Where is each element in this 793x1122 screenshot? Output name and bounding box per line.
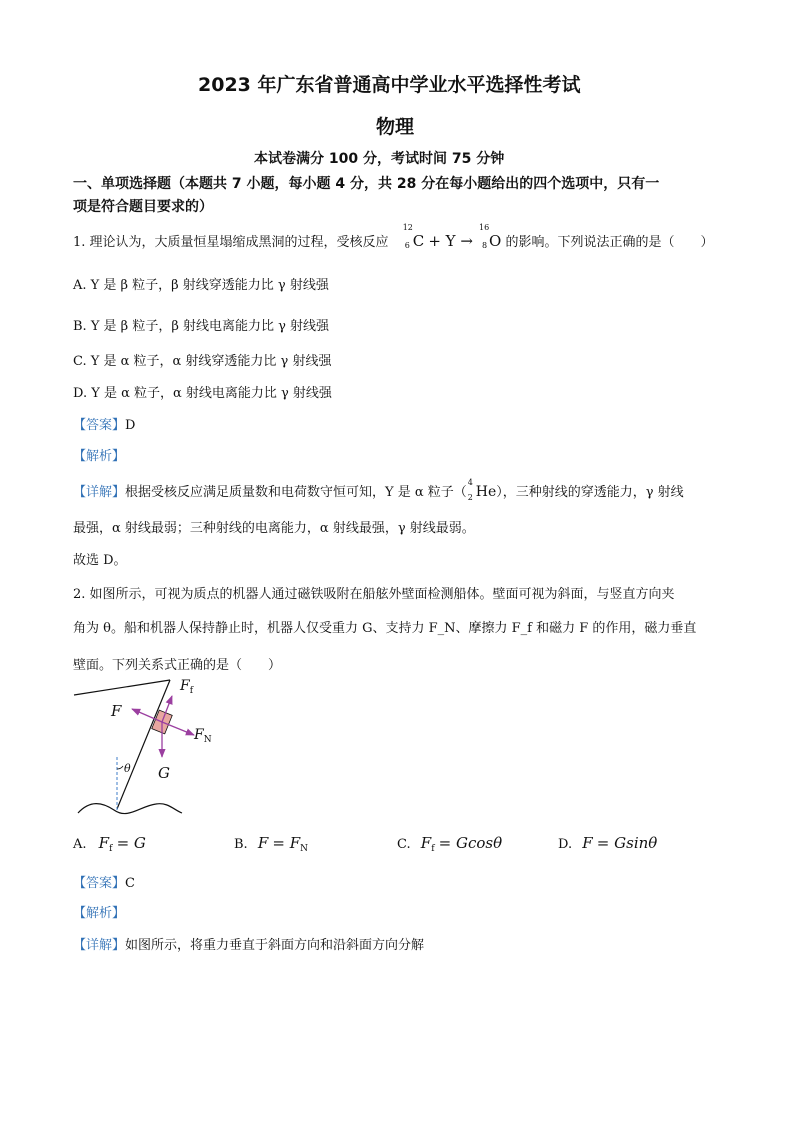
q1-analysis-tag: 【解析】 <box>73 449 126 464</box>
q1-stem-pre: 1. 理论认为，大质量恒星塌缩成黑洞的过程，受核反应 <box>73 235 389 250</box>
q2-option-d <box>558 834 657 852</box>
q1-option-a: A. Y 是 β 粒子，β 射线穿透能力比 γ 射线强 <box>73 278 329 293</box>
oxygen-nuclide <box>479 223 502 250</box>
detail-tag: 【详解】 <box>73 938 126 953</box>
carbon-mass: 12 <box>402 223 413 232</box>
q2-stem-line3: 壁面。下列关系式正确的是（ ） <box>73 658 282 673</box>
option-lhs: F <box>420 834 432 852</box>
q1-answer <box>73 414 135 433</box>
option-letter: A. <box>73 837 87 852</box>
answer-value: D <box>125 418 136 433</box>
q1-conclusion: 故选 D。 <box>73 553 127 568</box>
section-heading: 一、单项选择题（本题共 7 小题，每小题 4 分，共 28 分在每小题给出的四个选项中，只有一 <box>73 176 660 192</box>
section-heading-cont: 项是符合题目要求的） <box>73 199 213 215</box>
label-normal-sub: N <box>203 735 212 745</box>
label-normal <box>194 727 212 745</box>
theta-arc <box>117 766 123 769</box>
q2-stem-line2: 角为 θ。船和机器人保持静止时，机器人仅受重力 G、支持力 F_N、摩擦力 F_f 和磁力 F 的作用，磁力垂直 <box>73 621 697 636</box>
q2-option-c <box>397 834 502 854</box>
q2-option-a <box>73 834 146 854</box>
helium-symbol: He <box>475 484 497 500</box>
detail-text-b: ），三种射线的穿透能力，γ 射线 <box>496 485 684 500</box>
detail-text-a: 根据受核反应满足质量数和电荷数守恒可知，Y 是 α 粒子（ <box>125 485 467 500</box>
q1-detail-line2: 最强，α 射线最弱；三种射线的电离能力，α 射线最强，γ 射线最弱。 <box>73 521 475 536</box>
q1-option-d: D. Y 是 α 粒子，α 射线电离能力比 γ 射线强 <box>73 386 332 401</box>
option-rhs: = G <box>116 834 146 852</box>
carbon-nuclide <box>402 223 425 250</box>
water-surface <box>78 804 182 814</box>
option-letter: C. <box>397 837 411 852</box>
answer-tag: 【答案】 <box>73 418 126 433</box>
q1-option-c: C. Y 是 α 粒子，α 射线穿透能力比 γ 射线强 <box>73 354 332 369</box>
force-diagram <box>70 672 220 822</box>
subject-title: 物理 <box>376 116 415 138</box>
exam-info: 本试卷满分 100 分，考试时间 75 分钟 <box>254 151 505 167</box>
option-rhs-sub: N <box>300 844 309 854</box>
reaction-plus-y: + Y → <box>428 232 473 250</box>
option-rhs: = Gcosθ <box>438 834 503 852</box>
option-lhs: F <box>257 834 269 852</box>
page-title: 2023 年广东省普通高中学业水平选择性考试 <box>198 74 581 96</box>
oxygen-mass: 16 <box>479 223 490 232</box>
q1-stem-post: 的影响。下列说法正确的是（ ） <box>505 235 714 250</box>
detail-text: 如图所示，将重力垂直于斜面方向和沿斜面方向分解 <box>125 938 425 953</box>
carbon-symbol: C <box>412 232 425 250</box>
answer-tag: 【答案】 <box>73 876 126 891</box>
q1-detail-line1 <box>73 478 684 502</box>
hull-top-line <box>74 680 170 695</box>
q2-analysis-tag: 【解析】 <box>73 906 126 921</box>
option-letter: D. <box>558 837 573 852</box>
helium-nuclide <box>467 478 497 502</box>
option-rhs: = F <box>272 834 301 852</box>
option-lhs-sub: f <box>109 844 113 854</box>
option-lhs-sub: f <box>431 844 435 854</box>
answer-value: C <box>125 876 135 891</box>
label-gravity: G <box>158 764 170 782</box>
label-theta: θ <box>124 762 131 775</box>
q2-answer <box>73 872 135 891</box>
q1-stem <box>73 223 714 250</box>
helium-charge: 2 <box>467 493 473 502</box>
option-letter: B. <box>234 837 248 852</box>
label-friction-sub: f <box>189 686 194 696</box>
label-normal-f: F <box>194 727 204 743</box>
option-rhs: = Gsinθ <box>596 834 658 852</box>
carbon-charge: 6 <box>404 241 410 250</box>
q2-option-b <box>234 834 308 854</box>
oxygen-symbol: O <box>489 232 502 250</box>
label-friction-f: F <box>180 678 190 694</box>
helium-mass: 4 <box>467 478 473 487</box>
q1-option-b: B. Y 是 β 粒子，β 射线电离能力比 γ 射线强 <box>73 319 329 334</box>
q2-detail-line1 <box>73 934 424 953</box>
option-lhs: F <box>98 834 110 852</box>
q2-stem-line1: 2. 如图所示，可视为质点的机器人通过磁铁吸附在船舷外壁面检测船体。壁面可视为斜面，与竖直方向夹 <box>73 587 675 602</box>
label-friction <box>180 678 193 696</box>
detail-tag: 【详解】 <box>73 485 126 500</box>
oxygen-charge: 8 <box>482 241 488 250</box>
option-lhs: F <box>582 834 593 852</box>
label-magnetic: F <box>111 702 122 720</box>
